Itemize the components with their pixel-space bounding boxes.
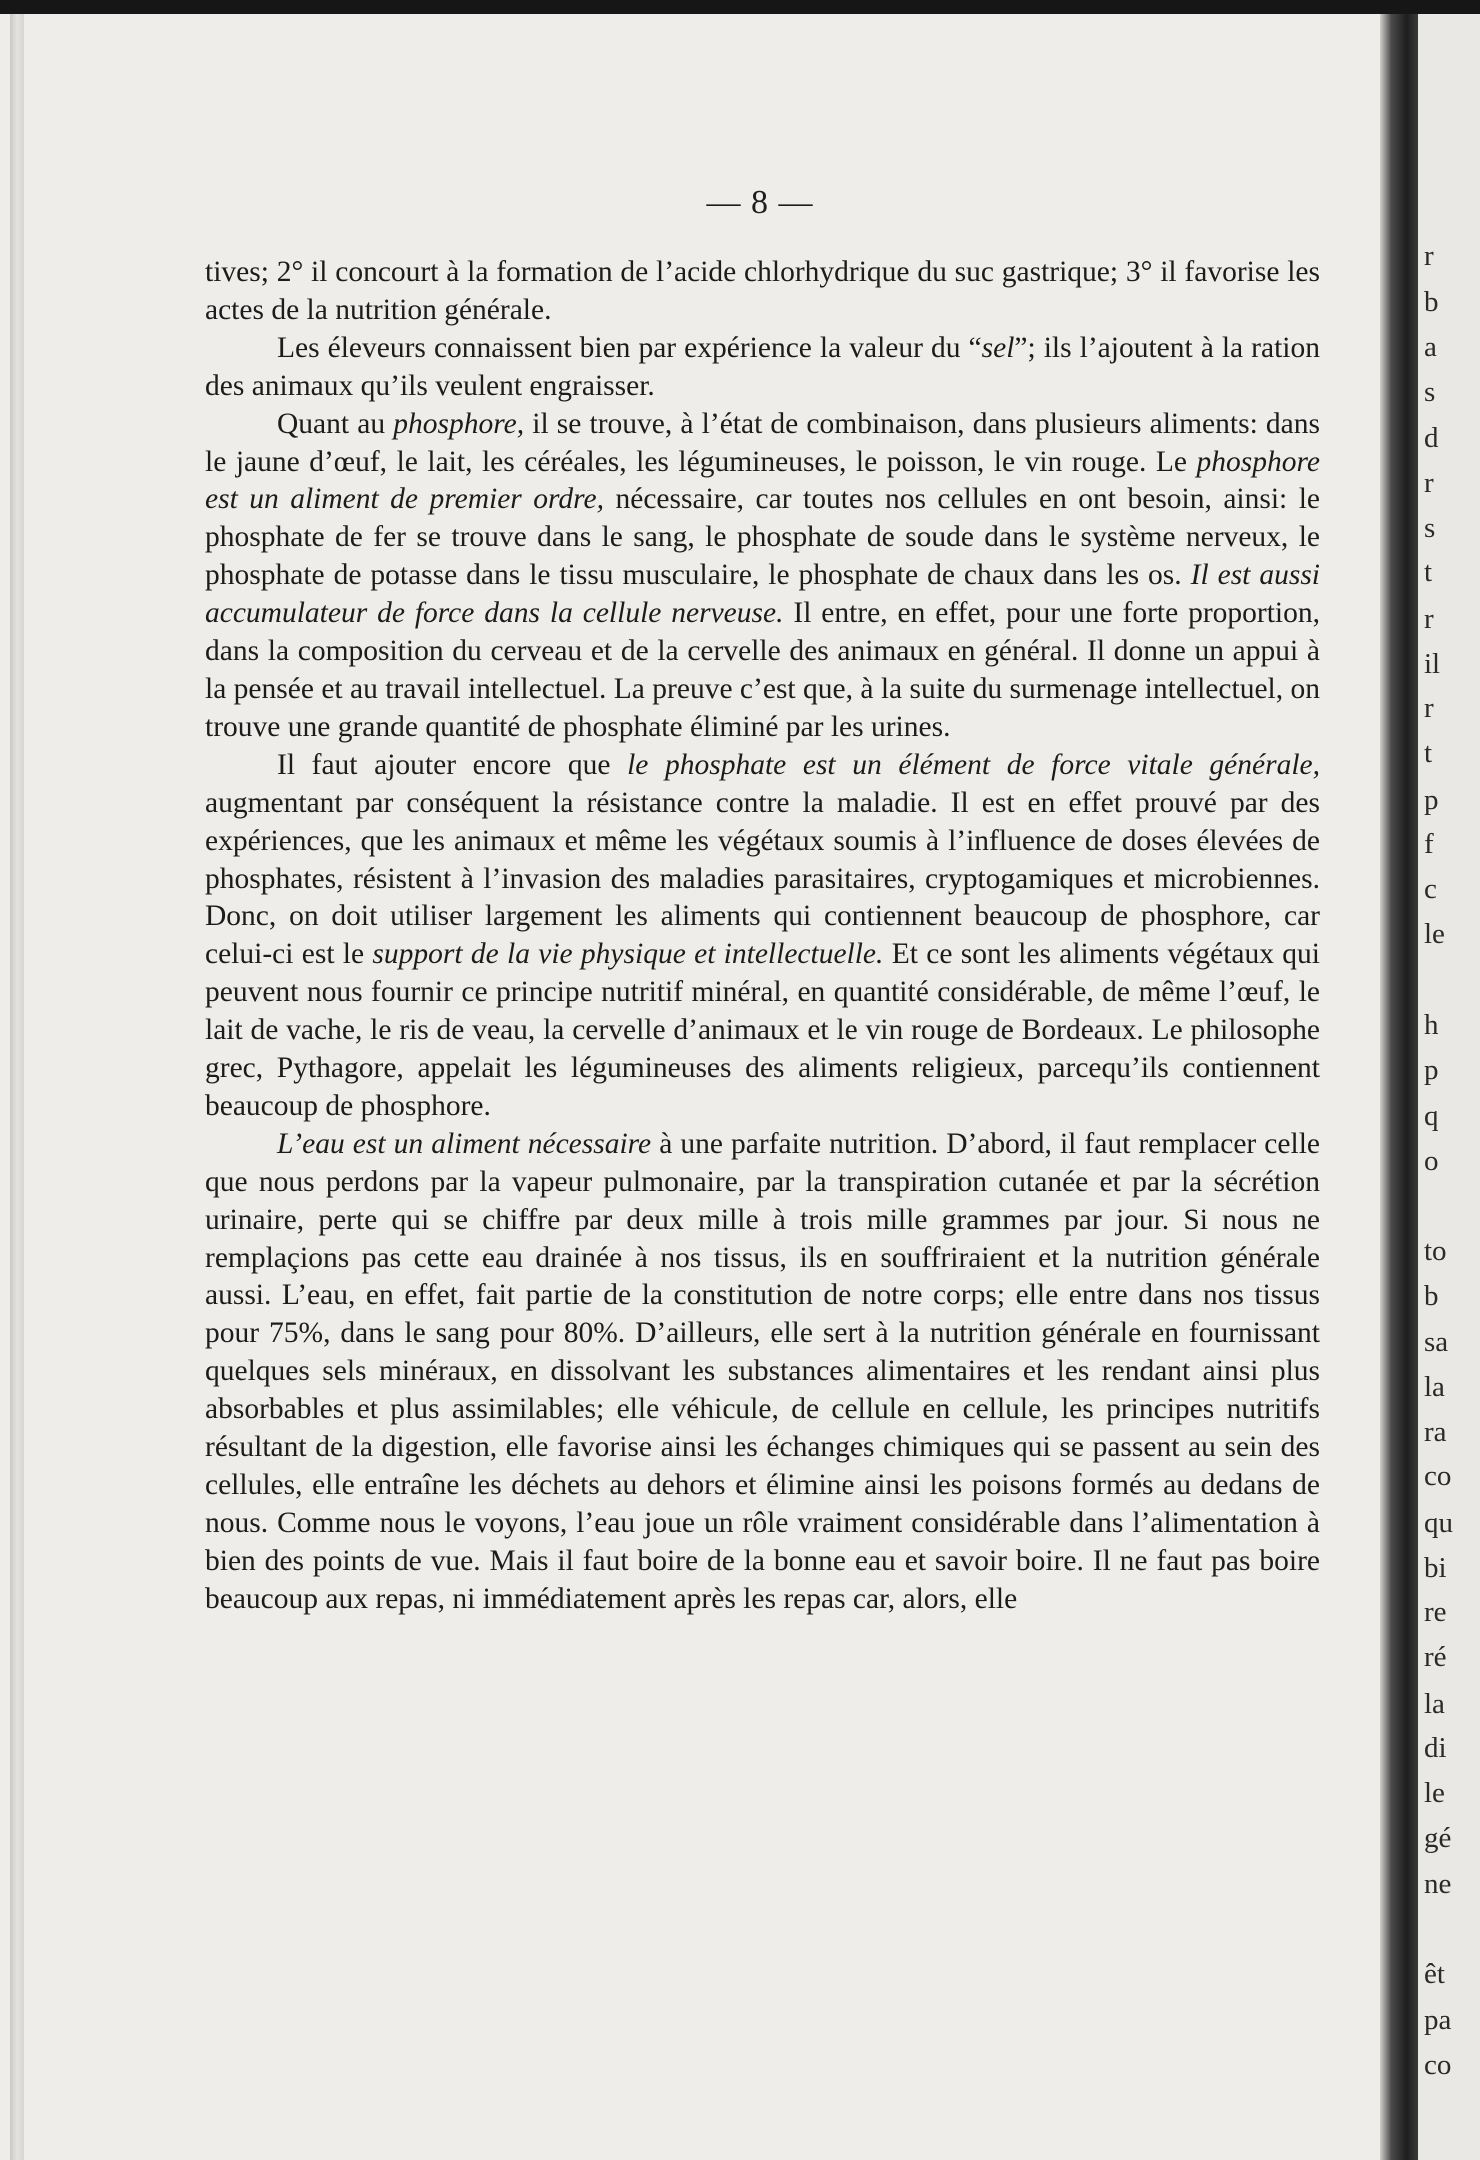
- paragraph: [205, 254, 1320, 330]
- page-left-edge: [10, 14, 24, 2160]
- italic-text: phosphore,: [393, 407, 525, 440]
- adjacent-page-fragment: la: [1424, 1687, 1445, 1720]
- adjacent-page-fragment: r: [1424, 692, 1434, 725]
- adjacent-page-fragment: o: [1424, 1145, 1439, 1178]
- adjacent-page-fragment: ra: [1424, 1415, 1447, 1448]
- adjacent-page-fragment: la: [1424, 1370, 1445, 1403]
- adjacent-page-fragment: c: [1424, 873, 1437, 906]
- adjacent-page-fragment: co: [1424, 1460, 1452, 1493]
- adjacent-page-fragment: qu: [1424, 1506, 1453, 1539]
- adjacent-page-fragment: gé: [1424, 1822, 1452, 1854]
- adjacent-page-fragment: s: [1424, 375, 1436, 408]
- adjacent-page-edge: [1418, 14, 1480, 2160]
- adjacent-page-fragment: p: [1424, 783, 1439, 816]
- adjacent-page-fragment: a: [1424, 330, 1437, 363]
- adjacent-page-fragment: di: [1424, 1732, 1447, 1765]
- adjacent-page-fragment: f: [1424, 828, 1434, 861]
- adjacent-page-fragment: ne: [1424, 1868, 1452, 1901]
- adjacent-page-fragment: sa: [1424, 1326, 1449, 1358]
- adjacent-page-fragment: il: [1424, 647, 1441, 680]
- adjacent-page-fragment: d: [1424, 422, 1439, 454]
- page-number: — 8 —: [706, 184, 814, 221]
- paragraph: [205, 1126, 1320, 1619]
- text-run: Quant au: [277, 407, 394, 440]
- text-run: tives; 2° il concourt à la formation de l’acide chlorhydrique du suc gastrique; 3° il favorise les actes de la nutrition générale.: [205, 256, 1320, 326]
- adjacent-page-fragment: pa: [1424, 2004, 1452, 2037]
- adjacent-page-fragment: co: [1424, 2049, 1452, 2082]
- paragraph: [205, 330, 1320, 406]
- italic-text: support de la vie physique et intellectuelle.: [372, 938, 884, 971]
- body-text: [205, 254, 1320, 1619]
- adjacent-page-fragment: b: [1424, 1279, 1439, 1312]
- text-run: à une parfaite nutrition. D’abord, il faut remplacer celle que nous perdons par la vapeur pulmonaire, par la transpiration cutanée et par la sécrétion urinaire, perte qui se chiffre par deux mille à trois mille grammes par jour. Si nous ne remplaçions pas cette eau drainée à nos tissus, ils en souffriraient et la nutrition générale aussi. L’eau, en effet, fait partie de la constitution de notre corps; elle entre dans nos tissus pour 75%, dans le sang pour 80%. D’ailleurs, elle sert à la nutrition générale en fournissant quelques sels minéraux, en dissolvant les substances alimentaires et les rendant ainsi plus absorbables et plus assimilables; elle véhicule, de cellule en cellule, les principes nutritifs résultant de la digestion, elle favorise ainsi les échanges chimiques qui se passent au sein des cellules, elle entraîne les déchets au dehors et élimine ainsi les poisons formés au dedans de nous. Comme nous le voyons, l’eau joue un rôle vraiment considérable dans l’alimentation à bien des points de vue. Mais il faut boire de la bonne eau et savoir boire. Il ne faut pas boire beaucoup aux repas, ni immédiatement après les repas car, alors, elle: [205, 1127, 1320, 1615]
- adjacent-page-fragment: t: [1424, 737, 1433, 770]
- adjacent-page-fragment: h: [1424, 1009, 1439, 1042]
- adjacent-page-fragment: to: [1424, 1234, 1447, 1267]
- adjacent-page-fragment: le: [1424, 1777, 1445, 1810]
- italic-text: L’eau est un aliment nécessaire: [277, 1127, 652, 1160]
- adjacent-page-fragment: s: [1424, 511, 1436, 544]
- adjacent-page-fragment: p: [1424, 1054, 1439, 1086]
- adjacent-page-fragment: le: [1424, 918, 1445, 950]
- book-gutter: [1380, 14, 1418, 2160]
- text-run: Il faut ajouter encore que: [277, 748, 628, 781]
- text-run: Il entre, en effet, pour une forte proportion, dans la composition du cerveau et de la cervelle des animaux en général. Il donne un appui à la pensée et au travail intellectuel. La preuve c’est que, à la suite du surmenage intellectuel, on trouve une grande quantité de phosphate éliminé par les urines.: [205, 597, 1320, 743]
- text-run: ”; ils l’ajoutent à la ration des animaux qu’ils veulent engraisser.: [205, 331, 1320, 402]
- text-run: nécessaire, car toutes nos cellules en ont besoin, ainsi: le phosphate de fer se trouve dans le sang, le phosphate de soude dans le système nerveux, le phosphate de potasse dans le tissu musculaire, le phosphate de chaux dans les os.: [205, 483, 1320, 592]
- scan-top-border: [0, 0, 1480, 14]
- adjacent-page-fragment: bi: [1424, 1551, 1447, 1584]
- text-run: il se trouve, à l’état de combinaison, dans plusieurs aliments: dans le jaune d’œuf, le lait, les céréales, les légumineuses, le poisson, le vin rouge. Le: [205, 407, 1320, 478]
- text-run: Et ce sont les aliments végétaux qui peuvent nous fournir ce principe nutritif minéral, en quantité considérable, de même l’œuf, le lait de vache, le ris de veau, la cervelle d’animaux et le vin rouge de Bordeaux. Le philosophe grec, Pythagore, appelait les légumineuses des aliments religieux, parcequ’ils contiennent beaucoup de phosphore.: [205, 938, 1320, 1122]
- italic-text: sel: [981, 331, 1015, 364]
- adjacent-page-fragment: b: [1424, 286, 1439, 318]
- italic-text: le phosphate est un élément de force vitale générale,: [627, 748, 1321, 781]
- adjacent-page-fragment: r: [1424, 602, 1434, 635]
- adjacent-page-fragment: êt: [1424, 1958, 1445, 1990]
- text-run: augmentant par conséquent la résistance contre la maladie. Il est en effet prouvé par des expériences, que les animaux et même les végétaux soumis à l’influence de doses élevées de phosphates, résistent à l’invasion des maladies parasitaires, cryptogamiques et microbiennes. Donc, on doit utiliser largement les aliments qui contiennent beaucoup de phosphore, car celui-ci est le: [205, 786, 1320, 971]
- adjacent-page-fragment: t: [1424, 556, 1433, 589]
- adjacent-page-fragment: q: [1424, 1100, 1439, 1133]
- paragraph: [205, 747, 1320, 1126]
- italic-text: Il est aussi accumulateur de force dans la cellule nerveuse.: [205, 559, 1320, 630]
- adjacent-page-fragment: ré: [1424, 1641, 1447, 1674]
- text-run: Les éleveurs connaissent bien par expérience la valeur du “: [277, 331, 982, 364]
- paragraph: [205, 406, 1320, 747]
- adjacent-page-fragment: r: [1424, 239, 1434, 272]
- italic-text: phosphore est un aliment de premier ordre,: [205, 445, 1320, 516]
- adjacent-page-fragment: re: [1424, 1596, 1447, 1629]
- adjacent-page-fragment: r: [1424, 466, 1434, 499]
